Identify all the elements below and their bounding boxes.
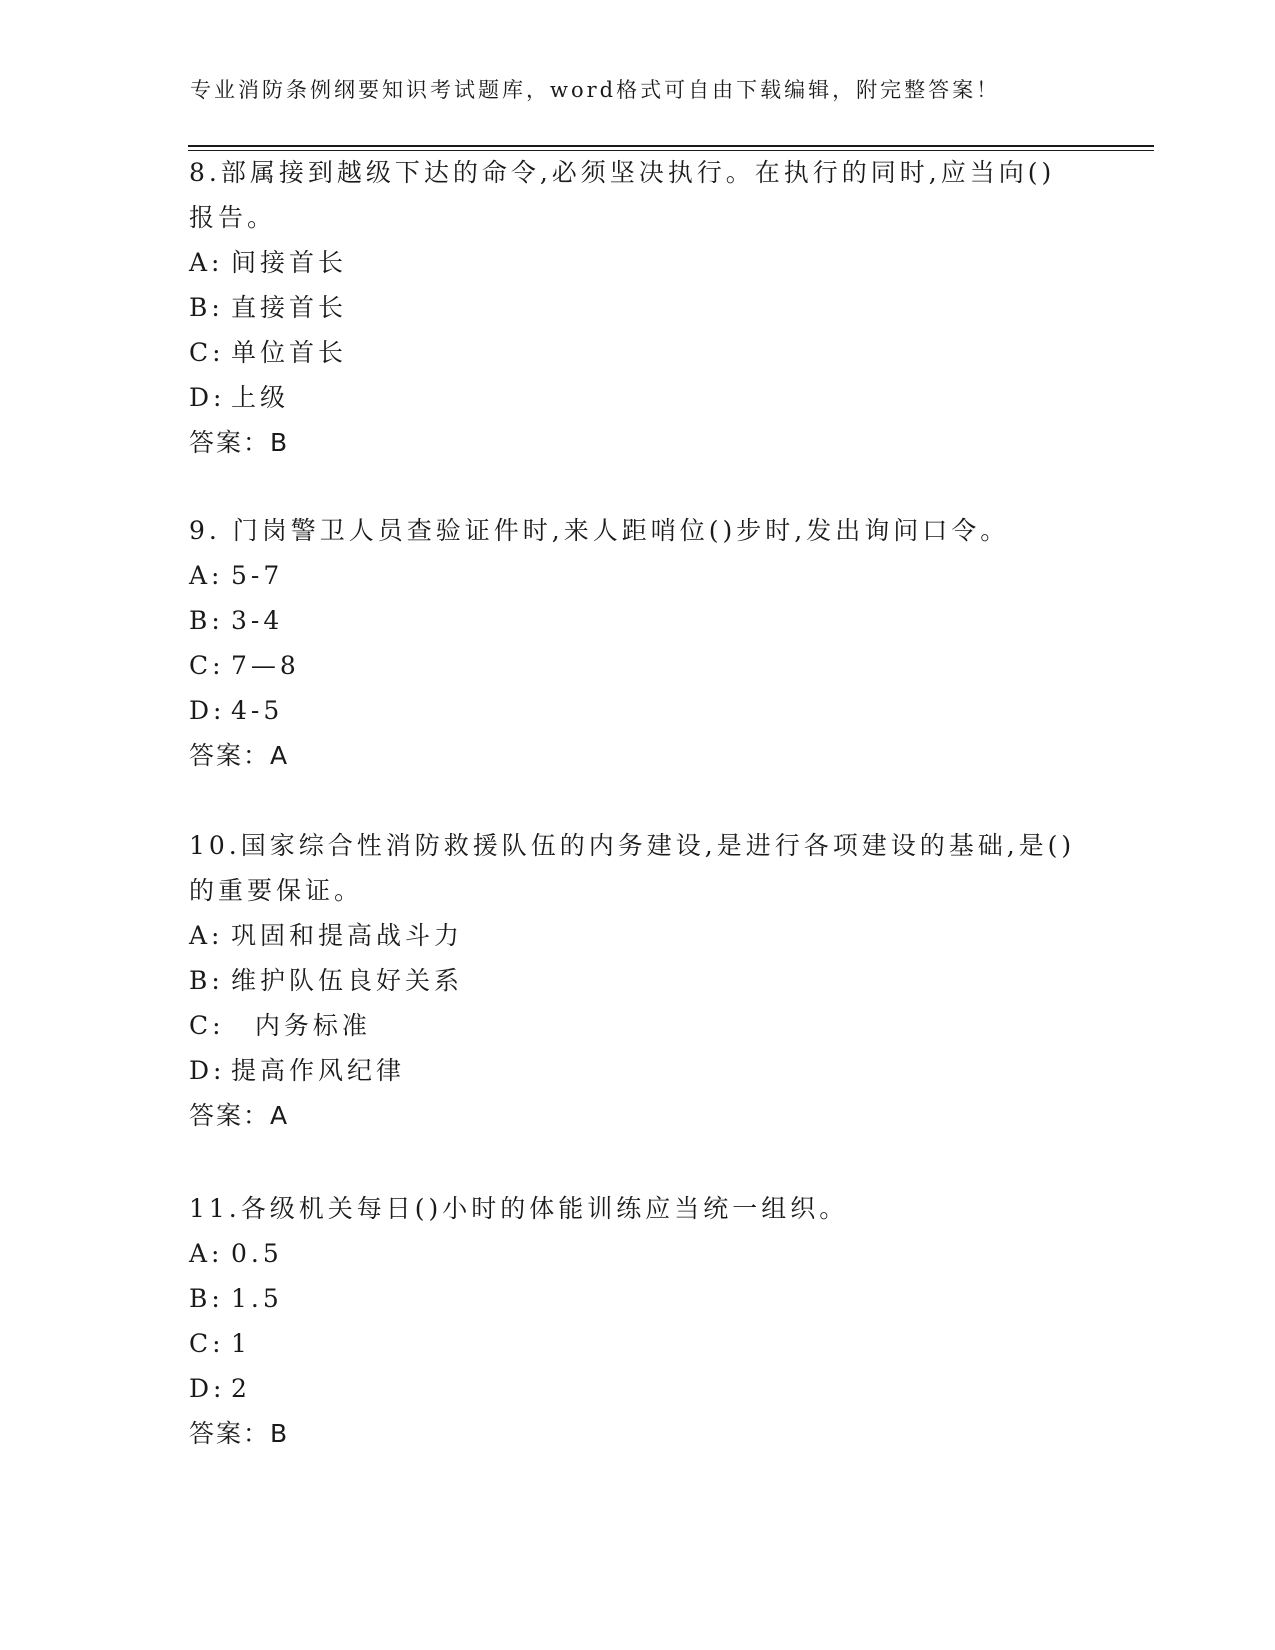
option-label: B: [189,293,224,322]
page-header: 专业消防条例纲要知识考试题库，word格式可自由下载编辑，附完整答案！ [190,78,1001,102]
option-label: C: [189,651,225,680]
option-d [189,375,1055,420]
question-stem-line: 8.部属接到越级下达的命令,必须坚决执行。在执行的同时,应当向() [189,158,1056,187]
question-9 [189,508,1009,778]
option-text: 提高作风纪律 [231,1056,406,1085]
question-8 [189,150,1055,465]
option-label: B: [189,966,224,995]
option-a [189,553,1009,598]
option-a [189,1231,848,1276]
option-label: C: [189,1329,225,1358]
option-label: C: [189,1011,225,1040]
option-text: 5-7 [231,561,284,590]
question-10 [189,823,1075,1138]
question-stem-line: 11.各级机关每日()小时的体能训练应当统一组织。 [189,1194,849,1223]
option-a [189,240,1055,285]
option-text: 维护队伍良好关系 [231,966,464,995]
option-c [189,1003,1075,1048]
option-label: C: [189,338,225,367]
option-text: 2 [231,1374,251,1403]
header-rule-thick [188,145,1154,147]
question-stem-line: 10.国家综合性消防救援队伍的内务建设,是进行各项建设的基础,是() [189,831,1076,860]
option-c [189,330,1055,375]
option-c [189,1321,848,1366]
option-d [189,1048,1075,1093]
option-text: 1 [231,1329,251,1358]
option-label: D: [189,383,226,412]
option-text: 直接首长 [231,293,348,322]
option-label: D: [189,1374,226,1403]
answer-line: 答案：B [189,1419,290,1448]
option-text: 3-4 [231,606,284,635]
option-label: B: [189,1284,224,1313]
option-b [189,958,1075,1003]
option-d [189,688,1009,733]
option-text: 4-5 [231,696,284,725]
question-stem-line: 9. 门岗警卫人员查验证件时,来人距哨位()步时,发出询问口令。 [189,516,1010,545]
answer-line: 答案：A [189,1101,290,1130]
option-text: 内务标准 [231,1011,371,1040]
option-text: 间接首长 [231,248,348,277]
option-label: D: [189,696,226,725]
answer-line: 答案：B [189,428,290,457]
answer-line: 答案：A [189,741,290,770]
option-b [189,285,1055,330]
option-text: 上级 [231,383,290,412]
question-stem-line: 报告。 [189,203,277,232]
option-label: D: [189,1056,226,1085]
option-d [189,1366,848,1411]
option-label: A: [189,1239,224,1268]
option-label: B: [189,606,224,635]
option-text: 7—8 [231,651,300,680]
option-label: A: [189,248,224,277]
question-stem-line: 的重要保证。 [189,876,364,905]
option-text: 1.5 [231,1284,283,1313]
option-c [189,643,1009,688]
option-text: 巩固和提高战斗力 [231,921,464,950]
option-b [189,1276,848,1321]
option-text: 0.5 [231,1239,283,1268]
option-label: A: [189,561,224,590]
question-11 [189,1186,848,1456]
option-label: A: [189,921,224,950]
option-a [189,913,1075,958]
option-text: 单位首长 [231,338,348,367]
option-b [189,598,1009,643]
